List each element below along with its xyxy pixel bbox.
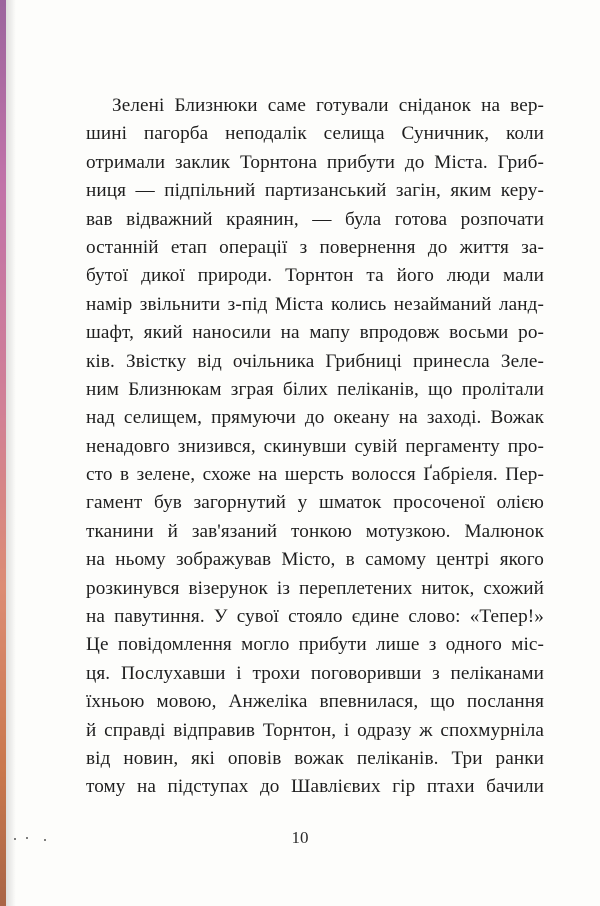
page-number: 10 — [291, 828, 309, 847]
text-line: бутої дикої природи. Торнтон та його люди мали — [86, 265, 544, 287]
text-line: їхньою мовою, Анжеліка впевнилася, що послання — [86, 691, 544, 713]
text-line: отримали заклик Торнтона прибути до Міста. Гриб- — [86, 151, 544, 173]
text-line: ця. Послухавши і трохи поговоривши з пеліканами — [86, 662, 544, 684]
text-line: розкинувся візерунок із переплетених ниток, схожий — [86, 577, 544, 599]
text-line: останній етап операції з повернення до життя за- — [86, 236, 544, 258]
text-line: шафт, який наносили на мапу впродовж восьми ро- — [86, 322, 544, 344]
text-line: ним Близнюкам зграя білих пеліканів, що пролітали — [86, 378, 544, 400]
text-line: на павутиння. У сувої стояло єдине слово: «Тепер!» — [86, 606, 544, 628]
text-line: тканини й зав'язаний тонкою мотузкою. Малюнок — [86, 520, 544, 542]
text-line: сто в зелене, схоже на шерсть волосся Ґабріеля. Пер- — [86, 464, 544, 486]
body-text — [86, 92, 544, 802]
text-line: над селищем, прямуючи до океану на заході. Вожак — [86, 407, 544, 429]
text-line: й справді відправив Торнтон, і одразу ж спохмурніла — [86, 719, 544, 741]
text-line: Це повідомлення могло прибути лише з одного міс- — [86, 634, 544, 656]
text-line: шині пагорба неподалік селища Суничник, коли — [86, 123, 544, 145]
page-shadow — [6, 0, 16, 906]
text-line: від новин, які оповів вожак пеліканів. Три ранки — [86, 747, 544, 769]
text-line: намір звільнити з-під Міста колись незайманий ланд- — [86, 293, 544, 315]
text-line: ків. Звістку від очільника Грибниці принесла Зеле- — [86, 350, 544, 372]
text-line: тому на підступах до Шавлієвих гір птахи бачили — [86, 776, 544, 798]
text-line: гамент був загорнутий у шматок просоченої олією — [86, 492, 544, 514]
text-line: на ньому зображував Місто, в самому центрі якого — [86, 549, 544, 571]
text-line: вав відважний краянин, — була готова розпочати — [86, 208, 544, 230]
text-line: ненадовго знизився, скинувши сувій пергаменту про- — [86, 435, 544, 457]
text-line: ниця — підпільний партизанський загін, яким керу- — [86, 180, 544, 202]
text-line: Зелені Близнюки саме готували сніданок на вер- — [112, 95, 544, 116]
